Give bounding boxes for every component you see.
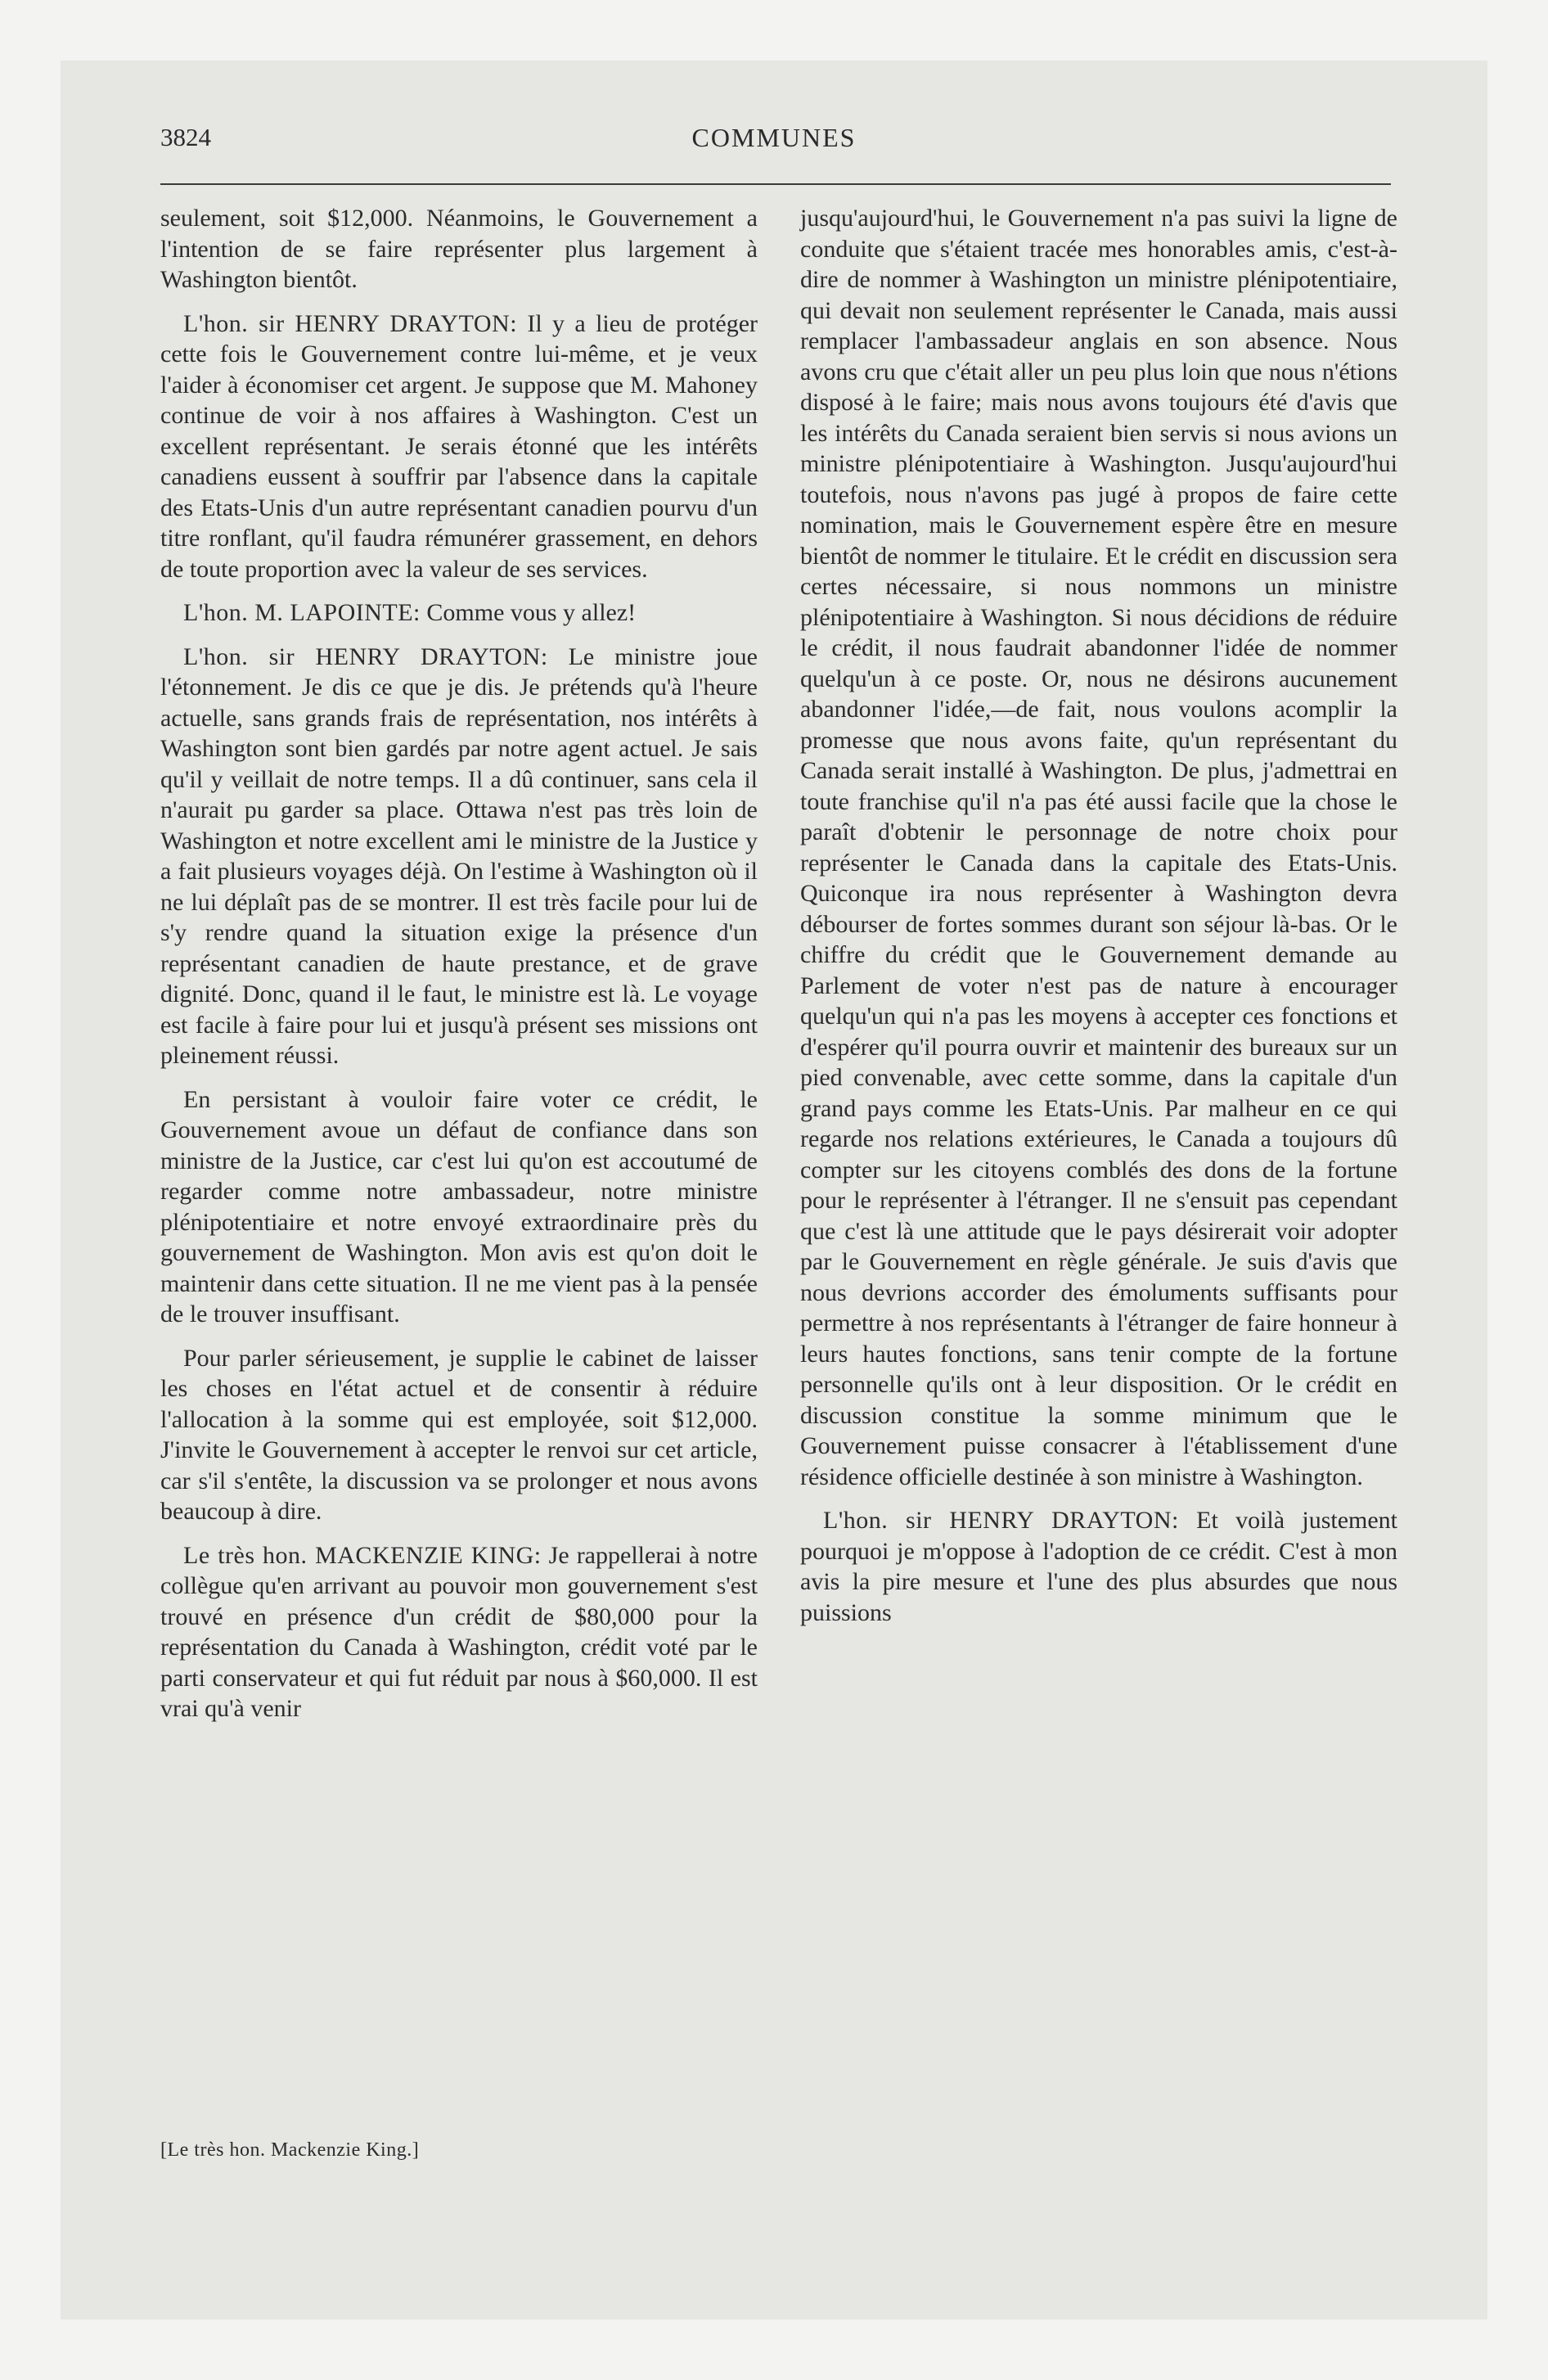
paragraph-text: En persistant à vouloir faire voter ce crédit, le Gouvernement avoue un défaut de confiance dans son ministre de la Justice, car c'est lui qu'on est accoutumé de regarder comme notre ambassadeur, notre ministre plénipotentiaire et notre envoyé extraordinaire près du gouvernement de Washington. Mon avis est qu'on doit le maintenir dans cette situation. Il ne me vient pas à la pensée de le trouver insuffisant. [160, 1085, 758, 1327]
paragraph-text: seulement, soit $12,000. Néanmoins, le Gouvernement a l'intention de se faire représenter plus largement à Washington bientôt. [160, 205, 758, 293]
paragraph-text: Je rappellerai à notre collègue qu'en arrivant au pouvoir mon gouvernement s'est trouvé en présence d'un crédit de $80,000 pour la représentation du Canada à Washington, crédit voté par le parti conservateur et qui fut réduit par nous à $60,000. Il est vrai qu'à venir [160, 1541, 758, 1722]
right-column [800, 203, 1397, 1641]
page-header [160, 123, 1388, 159]
speech-paragraph [160, 597, 758, 629]
footer-speaker-note: [Le très hon. Mackenzie King.] [160, 2139, 420, 2161]
paragraph [800, 203, 1397, 1492]
speech-paragraph [160, 309, 758, 585]
paragraph-text: Il y a lieu de protéger cette fois le Gouvernement contre lui-même, et je veux l'aider à économiser cet argent. Je suppose que M. Mahoney continue de voir à nos affaires à Washington. C'est un excellent représentant. Je serais étonné que les intérêts canadiens eussent à souffrir par l'absence dans la capitale des Etats-Unis d'un autre représentant canadien pourvu d'un titre ronflant, qu'il faudra rémunérer grassement, en dehors de toute proportion avec la valeur de ses services. [160, 309, 758, 583]
running-head: COMMUNES [691, 123, 857, 152]
page-number: 3824 [160, 123, 211, 151]
speech-paragraph [160, 642, 758, 1071]
speaker-name: L'hon. sir HENRY DRAYTON: [183, 309, 518, 337]
paragraph [160, 203, 758, 295]
paragraph-text: Pour parler sérieusement, je supplie le cabinet de laisser les choses en l'état actuel et de consentir à réduire l'allocation à la somme qui est employée, soit $12,000. J'invite le Gouvernement à accepter le renvoi sur cet article, car s'il s'entête, la discussion va se prolonger et nous avons beaucoup à dire. [160, 1344, 758, 1525]
speaker-name: L'hon. sir HENRY DRAYTON: [183, 642, 548, 670]
paragraph [160, 1084, 758, 1330]
paragraph-text: Le ministre joue l'étonnement. Je dis ce que je dis. Je prétends qu'à l'heure actuelle, sans grands frais de représentation, nos intérêts à Washington sont bien gardés par notre agent actuel. Je sais qu'il y veillait de notre temps. Il a dû continuer, sans cela il n'aurait pu garder sa place. Ottawa n'est pas très loin de Washington et notre excellent ami le ministre de la Justice y a fait plusieurs voyages déjà. On l'estime à Washington où il ne lui déplaît pas de se montrer. Il est très facile pour lui de s'y rendre quand la situation exige la présence d'un représentant canadien de haute prestance, et de grave dignité. Donc, quand il le faut, le ministre est là. Le voyage est facile à faire pour lui et jusqu'à présent ses missions ont pleinement réussi. [160, 642, 758, 1069]
paragraph-text: Comme vous y allez! [426, 599, 637, 626]
speaker-name: L'hon. sir HENRY DRAYTON: [823, 1507, 1179, 1534]
paragraph-text: Et voilà justement pourquoi je m'oppose à l'adoption de ce crédit. C'est à mon avis la pire mesure et l'une des plus absurdes que nous puissions [800, 1507, 1397, 1626]
left-column [160, 203, 758, 1738]
header-rule [160, 183, 1391, 185]
speaker-name: L'hon. M. LAPOINTE: [183, 599, 421, 626]
speaker-name: Le très hon. MACKENZIE KING: [183, 1541, 542, 1569]
paragraph-text: jusqu'aujourd'hui, le Gouvernement n'a pas suivi la ligne de conduite que s'étaient tracée mes honorables amis, c'est-à-dire de nommer à Washington un ministre plénipotentiaire, qui devait non seulement représenter le Canada, mais aussi remplacer l'ambassadeur anglais en son absence. Nous avons cru que c'était aller un peu plus loin que nous n'étions disposé à le faire; mais nous avons toujours été d'avis que les intérêts du Canada seraient bien servis si nous avions un ministre plénipotentiaire à Washington. Jusqu'aujourd'hui toutefois, nous n'avons pas jugé à propos de faire cette nomination, mais le Gouvernement espère être en mesure bientôt de nommer le titulaire. Et le crédit en discussion sera certes nécessaire, si nous nommons un ministre plénipotentiaire à Washington. Si nous décidions de réduire le crédit, il nous faudrait abandonner l'idée de nommer quelqu'un à ce poste. Or, nous ne désirons aucunement abandonner l'idée,—de fait, nous voulons acomplir la promesse que nous avons faite, qu'un représentant du Canada serait installé à Washington. De plus, j'admettrai en toute franchise qu'il n'a pas été aussi facile que la chose le paraît d'obtenir le personnage de notre choix pour représenter le Canada dans la capitale des Etats-Unis. Quiconque ira nous représenter à Washington devra débourser de fortes sommes durant son séjour là-bas. Or le chiffre du crédit que le Gouvernement demande au Parlement de voter n'est pas de nature à encourager quelqu'un qui n'a pas les moyens à accepter ces fonctions et d'espérer qu'il pourra ouvrir et maintenir des bureaux sur un pied convenable, avec cette somme, dans la capitale d'un grand pays comme les Etats-Unis. Par malheur en ce qui regarde nos relations extérieures, le Canada a toujours dû compter sur les citoyens comblés des dons de la fortune pour le représenter à l'étranger. Il ne s'ensuit pas cependant que c'est là une attitude que le pays désirerait voir adopter par le Gouvernement en règle générale. Je suis d'avis que nous devrions accorder des émoluments suffisants pour permettre à nos représentants à l'étranger de faire honneur à leurs hautes fonctions, sans tenir compte de la fortune personnelle qu'ils ont à leur disposition. Or le crédit en discussion constitue la somme minimum que le Gouvernement puisse consacrer à l'établissement d'une résidence officielle destinée à son ministre à Washington. [800, 205, 1397, 1490]
speech-paragraph [160, 1540, 758, 1724]
paragraph [160, 1343, 758, 1527]
speech-paragraph [800, 1505, 1397, 1628]
